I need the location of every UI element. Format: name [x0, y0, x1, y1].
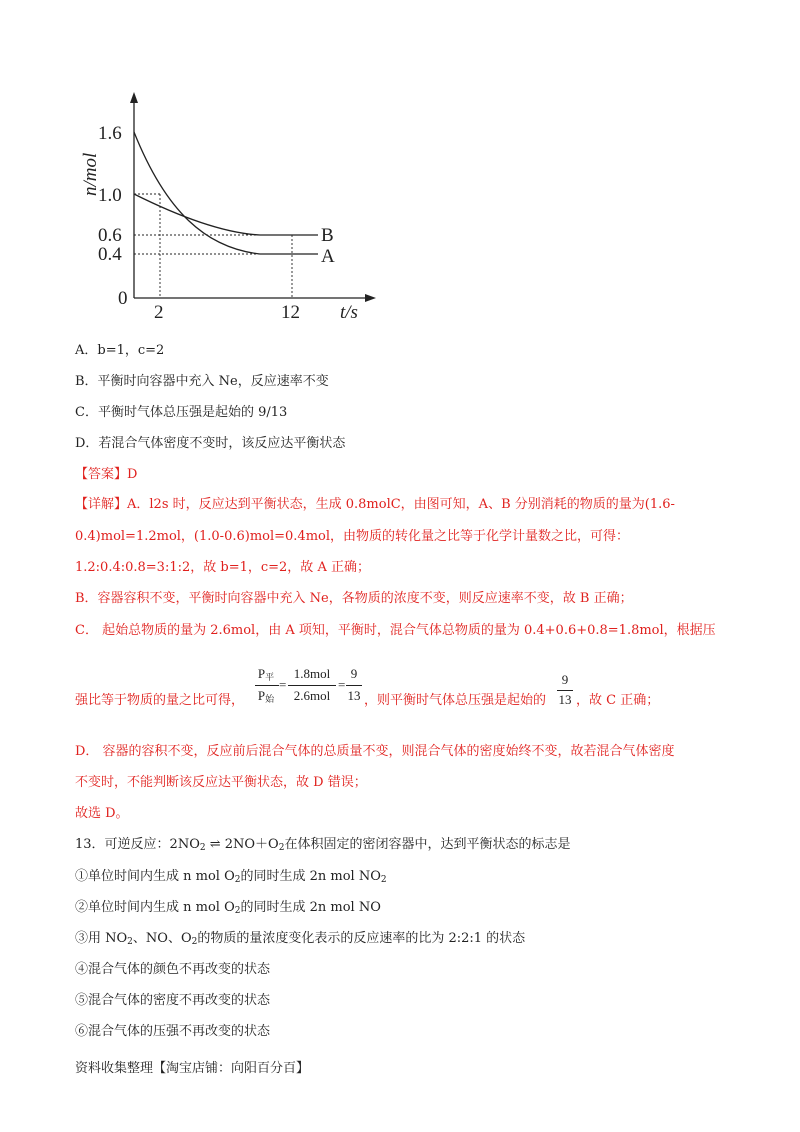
fraction-p-bar: [255, 685, 279, 686]
answer-label: 【答案】D: [75, 467, 138, 482]
x-tick-12: 12: [281, 302, 300, 323]
detail-line-2: 0.4)mol=1.2mol，(1.0-0.6)mol=0.4mol，由物质的转化量之比等于化学计量数之比，可得：: [75, 529, 630, 544]
x-axis-arrow: [365, 294, 376, 302]
stem-sub-2: 2: [278, 843, 285, 853]
fraction-p-numerator: $P_平$: [257, 666, 275, 682]
fraction-final-bar: [557, 690, 573, 691]
y-tick-1.6: 1.6: [98, 123, 122, 144]
detail-line-3: 1.2:0.4:0.8=3:1:2，故 b=1，c=2，故 A 正确；: [75, 560, 370, 575]
curve-b: [134, 194, 318, 235]
item3-sub-1: 2: [127, 937, 133, 947]
x-axis-label: t/s: [340, 302, 358, 323]
detail-line-6-mid: ，则平衡时气体总压强是起始的: [364, 693, 547, 708]
y-axis-arrow: [130, 92, 138, 103]
detail-line-5: C． 起始总物质的量为 2.6mol，由 A 项知，平衡时，混合气体总物质的量为 0.4+0.6+0.8=1.8mol，根据压: [75, 623, 716, 638]
item3-sub-2: 2: [191, 937, 198, 947]
mole-time-chart: [80, 88, 388, 328]
option-c: C．平衡时气体总压强是起始的 9/13: [75, 405, 288, 420]
fraction-p-denominator: $P_始$: [257, 688, 275, 704]
y-axis-label: n/mol: [80, 152, 101, 196]
frac-p-den-sub: 始: [265, 694, 275, 704]
stem-sub-1: 2: [199, 843, 206, 853]
y-tick-0.4: 0.4: [98, 244, 122, 265]
fraction-result-denominator: 13: [347, 688, 361, 703]
detail-line-6-pre: 强比等于物质的量之比可得，: [75, 693, 245, 708]
detail-line-7: D． 容器的容积不变，反应前后混合气体的总质量不变，则混合气体的密度始终不变，故若混合气体密度: [75, 744, 675, 759]
fraction-result-bar: [346, 685, 362, 686]
question13-item-3: ③用 $NO_2$、NO、$O_2$的物质的量浓度变化表示的反应速率的比为 2:2:1 的状态: [75, 931, 526, 947]
question13-item-4: ④混合气体的颜色不再改变的状态: [75, 962, 271, 977]
equals-sign-1: =: [279, 677, 287, 692]
fraction-result-numerator: 9: [350, 666, 358, 681]
curve-a-label: A: [321, 246, 335, 267]
option-a: A．b=1，c=2: [75, 343, 165, 358]
y-tick-0.6: 0.6: [98, 225, 122, 246]
detail-line-4: B．容器容积不变，平衡时向容器中充入 Ne，各物质的浓度不变，则反应速率不变，故 B 正确；: [75, 591, 633, 606]
fraction-final-numerator: 9: [561, 672, 569, 687]
frac-p-num-sub: 平: [265, 672, 275, 682]
detail-line-6-post: ，故 C 正确；: [576, 693, 660, 708]
question13-item-2: ②单位时间内生成 n mol $O_2$的同时生成 2n mol NO: [75, 900, 381, 916]
fraction-mol-numerator: 1.8mol: [293, 666, 331, 681]
y-tick-1.0: 1.0: [98, 185, 122, 206]
detail-line-9: 故选 D。: [75, 806, 129, 821]
option-b: B．平衡时向容器中充入 Ne，反应速率不变: [75, 374, 329, 389]
x-tick-2: 2: [154, 302, 164, 323]
item1-sub-1: 2: [234, 875, 241, 885]
detail-line-1: 【详解】A．l2s 时，反应达到平衡状态，生成 0.8molC，由图可知，A、B 分别消耗的物质的量为(1.6-: [75, 497, 675, 512]
question13-stem: 13．可逆反应：$2NO_2$ ⇌ $2NO+O_2$在体积固定的密闭容器中，达到平衡状态的标志是: [75, 837, 571, 853]
question13-item-5: ⑤混合气体的密度不再改变的状态: [75, 993, 271, 1008]
question13-item-1: ①单位时间内生成 n mol $O_2$的同时生成 2n mol $NO_2$: [75, 869, 387, 885]
curve-b-label: B: [321, 225, 334, 246]
y-tick-0: 0: [118, 288, 128, 309]
fraction-mol-bar: [288, 685, 336, 686]
detail-line-8: 不变时，不能判断该反应达平衡状态，故 D 错误；: [75, 775, 367, 790]
fraction-mol-denominator: 2.6mol: [293, 688, 331, 703]
equals-sign-2: =: [338, 677, 346, 692]
option-d: D．若混合气体密度不变时，该反应达平衡状态: [75, 436, 346, 451]
curve-a: [134, 132, 318, 254]
fraction-final-denominator: 13: [558, 692, 572, 707]
item1-sub-2: 2: [380, 875, 387, 885]
question13-item-6: ⑥混合气体的压强不再改变的状态: [75, 1024, 271, 1039]
item2-sub-1: 2: [234, 906, 241, 916]
footer-note: 资料收集整理【淘宝店铺：向阳百分百】: [75, 1061, 310, 1076]
